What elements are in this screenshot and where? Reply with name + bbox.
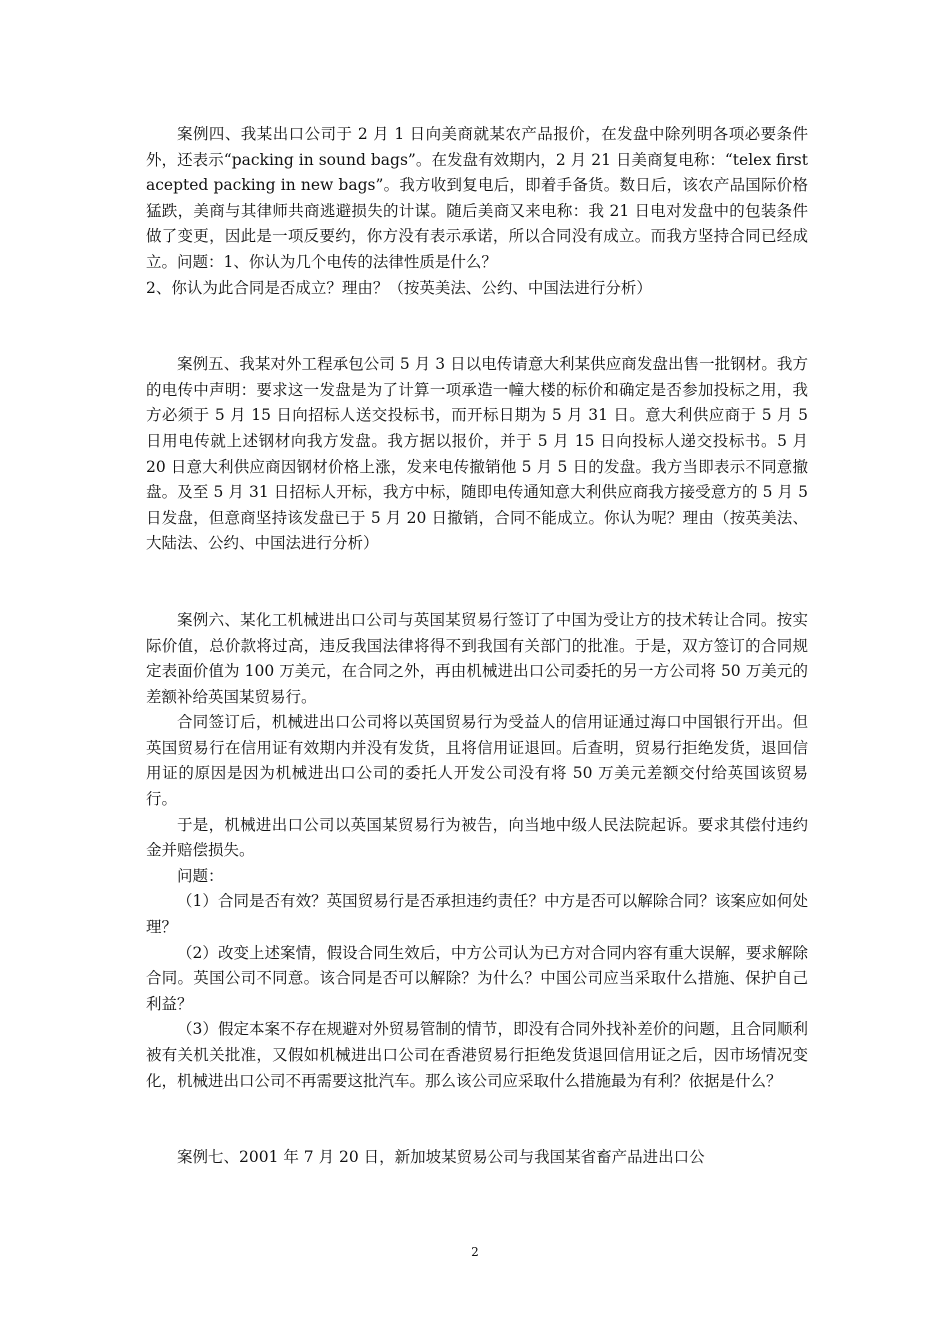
case-six-question-2: （2）改变上述案情，假设合同生效后，中方公司认为已方对合同内容有重大误解，要求解除合同。英国公司不同意。该合同是否可以解除？为什么？中国公司应当采取什么措施、保护自己利益？: [146, 943, 808, 1013]
case-four-paragraph: 案例四、我某出口公司于 2 月 1 日向美商就某农产品报价，在发盘中除列明各项必要条件外，还表示“packing in sound bags”。在发盘有效期内，2 月 21 日美商复电称：“telex first acepted packing in new bags”。我方收到复电后，即着手备货。数日后，该农产品国际价格猛跌，美商与其律师共商逃避损失的计谋。随后美商又来电称：我 21 日电对发盘中的包装条件做了变更，因此是一项反要约，你方没有表示承诺，所以合同没有成立。而我方坚持合同已经成立。问题：1、你认为几个电传的法律性质是什么？: [146, 125, 808, 271]
case-six-paragraph-3: 于是，机械进出口公司以英国某贸易行为被告，向当地中级人民法院起诉。要求其偿付违约金并赔偿损失。: [146, 815, 808, 860]
case-five: [146, 352, 808, 557]
section-spacer: [146, 301, 808, 352]
section-spacer: [146, 1094, 808, 1145]
document-body: [146, 122, 808, 1171]
case-six: [146, 608, 808, 1094]
case-six-paragraph-1: 案例六、某化工机械进出口公司与英国某贸易行签订了中国为受让方的技术转让合同。按实际价值，总价款将过高，违反我国法律将得不到我国有关部门的批准。于是，双方签订的合同规定表面价值为 100 万美元，在合同之外，再由机械进出口公司委托的另一方公司将 50 万美元的差额补给英国某贸易行。: [146, 610, 808, 706]
case-seven-paragraph: 案例七、2001 年 7 月 20 日，新加坡某贸易公司与我国某省畜产品进出口公: [177, 1148, 705, 1167]
case-six-paragraph-2: 合同签订后，机械进出口公司将以英国贸易行为受益人的信用证通过海口中国银行开出。但英国贸易行在信用证有效期内并没有发货，且将信用证退回。后查明，贸易行拒绝发货，退回信用证的原因是因为机械进出口公司的委托人开发公司没有将 50 万美元差额交付给英国该贸易行。: [146, 713, 808, 809]
section-spacer: [146, 557, 808, 608]
case-six-question-1: （1）合同是否有效？英国贸易行是否承担违约责任？中方是否可以解除合同？该案应如何处理？: [146, 892, 808, 937]
case-four-question: 2、你认为此合同是否成立？理由？（按英美法、公约、中国法进行分析）: [146, 278, 652, 297]
case-six-question-3: （3）假定本案不存在规避对外贸易管制的情节，即没有合同外找补差价的问题，且合同顺利被有关机关批准，又假如机械进出口公司在香港贸易行拒绝发货退回信用证之后，因市场情况变化，机械进出口公司不再需要这批汽车。那么该公司应采取什么措施最为有利？依据是什么？: [146, 1020, 808, 1090]
case-five-paragraph: 案例五、我某对外工程承包公司 5 月 3 日以电传请意大利某供应商发盘出售一批钢材。我方的电传中声明：要求这一发盘是为了计算一项承造一幢大楼的标价和确定是否参加投标之用，我方必须于 5 月 15 日向招标人送交投标书，而开标日期为 5 月 31 日。意大利供应商于 5 月 5 日用电传就上述钢材向我方发盘。我方据以报价，并于 5 月 15 日向投标人递交投标书。5 月 20 日意大利供应商因钢材价格上涨，发来电传撤销他 5 月 5 日的发盘。我方当即表示不同意撤盘。及至 5 月 31 日招标人开标，我方中标，随即电传通知意大利供应商我方接受意方的 5 月 5 日发盘，但意商坚持该发盘已于 5 月 20 日撤销，合同不能成立。你认为呢？理由（按英美法、大陆法、公约、中国法进行分析）: [146, 355, 808, 553]
page-number: 2: [471, 1245, 479, 1259]
case-six-questions-heading: 问题：: [177, 866, 224, 885]
case-seven: [146, 1145, 808, 1171]
case-four: [146, 122, 808, 301]
